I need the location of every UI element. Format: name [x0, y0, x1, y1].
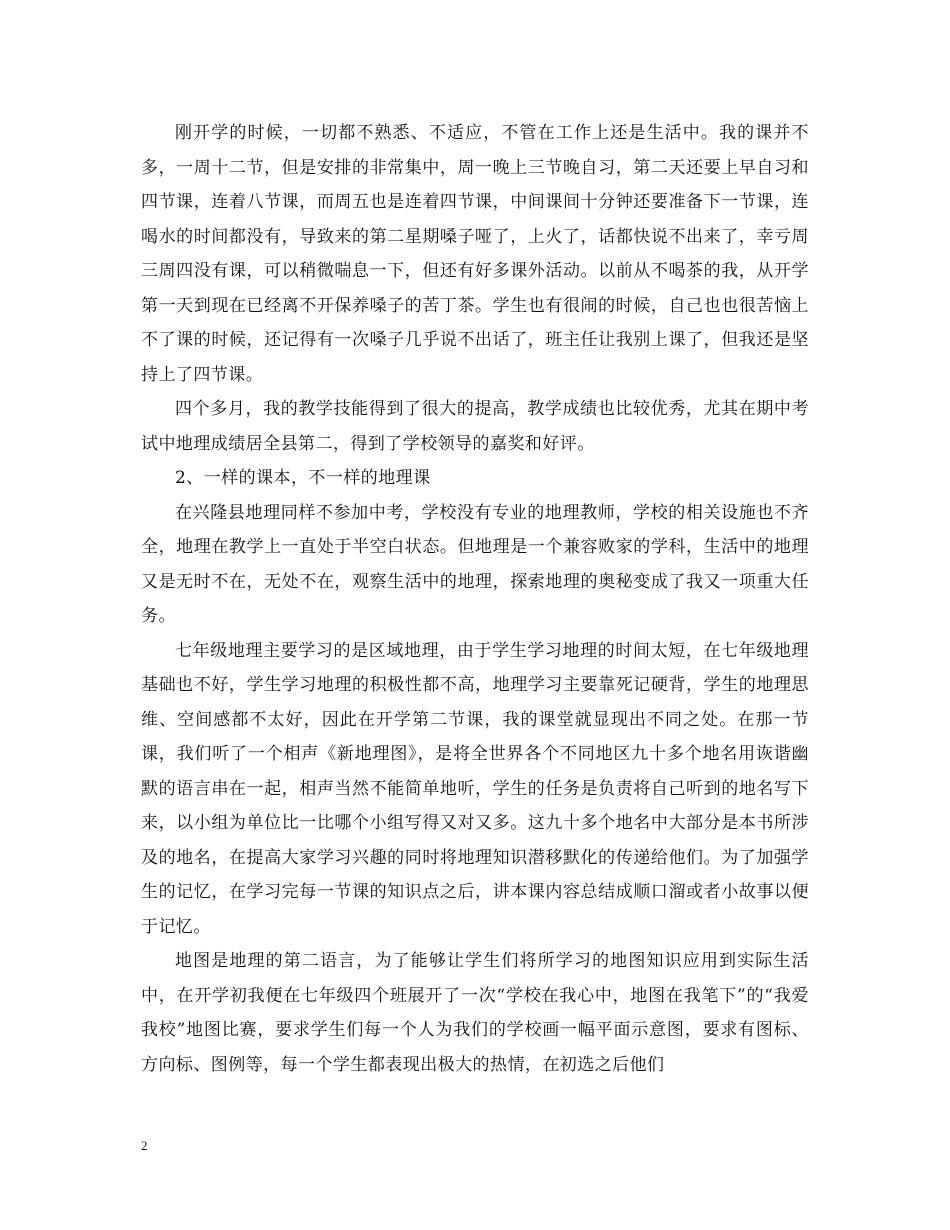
paragraph-5: 地图是地理的第二语言，为了能够让学生们将所学习的地图知识应用到实际生活中，在开学初我便在七年级四个班展开了一次“学校在我心中，地图在我笔下”的“我爱我校”地图比赛，要求学生们每一个人为我们的学校画一幅平面示意图，要求有图标、方向标、图例等，每一个学生都表现出极大的热情，在初选之后他们 [141, 951, 809, 1075]
page-number: 2 [141, 1138, 148, 1153]
paragraph-2: 四个多月，我的教学技能得到了很大的提高，教学成绩也比较优秀，尤其在期中考试中地理成绩居全县第二，得到了学校领导的嘉奖和好评。 [141, 399, 809, 454]
paragraph-3: 在兴隆县地理同样不参加中考，学校没有专业的地理教师，学校的相关设施也不齐全，地理在教学上一直处于半空白状态。但地理是一个兼容败家的学科，生活中的地理又是无时不在，无处不在，观察生活中的地理，探索地理的奥秘变成了我又一项重大任务。 [141, 502, 809, 626]
paragraph-4: 七年级地理主要学习的是区域地理，由于学生学习地理的时间太短，在七年级地理基础也不好，学生学习地理的积极性都不高，地理学习主要靠死记硬背，学生的地理思维、空间感都不太好，因此在开学第二节课，我的课堂就显现出不同之处。在那一节课，我们听了一个相声《新地理图》，是将全世界各个不同地区九十多个地名用诙谐幽默的语言串在一起，相声当然不能简单地听，学生的任务是负责将自己听到的地名写下来，以小组为单位比一比哪个小组写得又对又多。这九十多个地名中大部分是本书所涉及的地名，在提高大家学习兴趣的同时将地理知识潜移默化的传递给他们。为了加强学生的记忆，在学习完每一节课的知识点之后，讲本课内容总结成顺口溜或者小故事以便于记忆。 [141, 640, 809, 937]
document-body [141, 116, 809, 1082]
section-heading: 2、一样的课本，不一样的地理课 [175, 468, 431, 488]
paragraph-1: 刚开学的时候，一切都不熟悉、不适应，不管在工作上还是生活中。我的课并不多，一周十二节，但是安排的非常集中，周一晚上三节晚自习，第二天还要上早自习和四节课，连着八节课，而周五也是连着四节课，中间课间十分钟还要准备下一节课，连喝水的时间都没有，导致来的第二星期嗓子哑了，上火了，话都快说不出来了，幸亏周三周四没有课，可以稍微喘息一下，但还有好多课外活动。以前从不喝茶的我，从开学第一天到现在已经离不开保养嗓子的苦丁茶。学生也有很闹的时候，自己也也很苦恼上不了课的时候，还记得有一次嗓子几乎说不出话了，班主任让我别上课了，但我还是坚持上了四节课。 [141, 123, 809, 385]
